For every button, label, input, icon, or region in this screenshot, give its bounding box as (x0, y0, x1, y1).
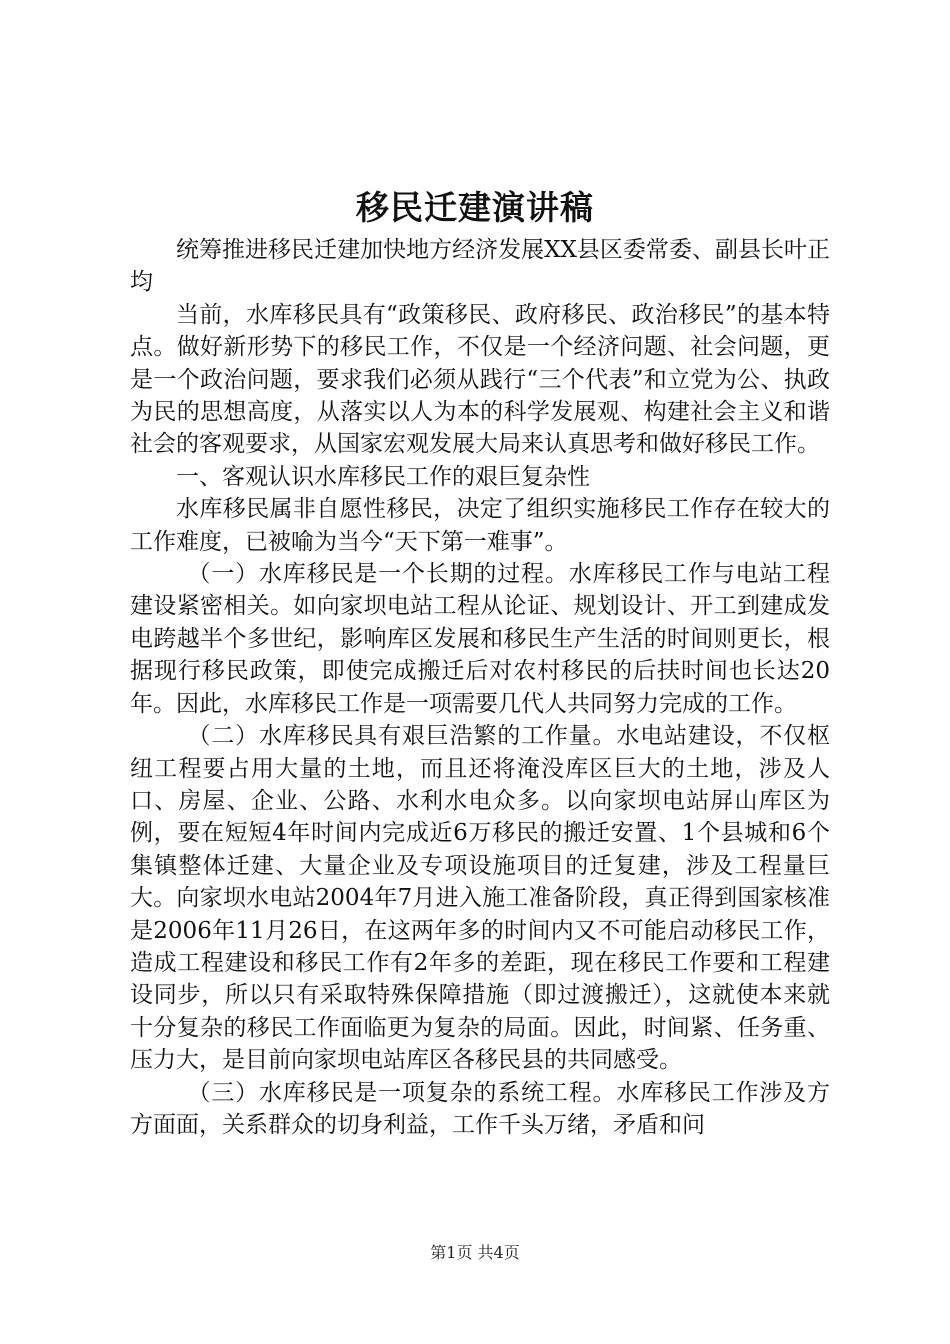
subsection-paragraph-3: （三）水库移民是一项复杂的系统工程。水库移民工作涉及方方面面，关系群众的切身利益，工作千头万绪，矛盾和问 (130, 1079, 830, 1138)
subsection-paragraph-1: （一）水库移民是一个长期的过程。水库移民工作与电站工程建设紧密相关。如向家坝电站工程从论证、规划设计、开工到建成发电跨越半个多世纪，影响库区发展和移民生产生活的时间则更长，根据现行移民政策，即使完成搬迁后对农村移民的后扶时间也长达20年。因此，水库移民工作是一项需要几代人共同努力完成的工作。 (130, 561, 830, 717)
body-paragraph: 水库移民属非自愿性移民，决定了组织实施移民工作存在较大的工作难度，已被喻为当今“天下第一难事”。 (130, 496, 830, 555)
author-line: 统筹推进移民迁建加快地方经济发展XX县区委常委、副县长叶正均 (130, 237, 830, 296)
page-number-footer: 第1页 共4页 (430, 1243, 520, 1262)
intro-paragraph: 当前，水库移民具有“政策移民、政府移民、政治移民”的基本特点。做好新形势下的移民工作，不仅是一个经济问题、社会问题，更是一个政治问题，要求我们必须从践行“三个代表”和立党为公、执政为民的思想高度，从落实以人为本的科学发展观、构建社会主义和谐社会的客观要求，从国家宏观发展大局来认真思考和做好移民工作。 (130, 301, 830, 458)
subsection-paragraph-2: （二）水库移民具有艰巨浩繁的工作量。水电站建设，不仅枢纽工程要占用大量的土地，而且还将淹没库区巨大的土地，涉及人口、房屋、企业、公路、水利水电众多。以向家坝电站屏山库区为例，要在短短4年时间内完成近6万移民的搬迁安置、1个县城和6个集镇整体迁建、大量企业及专项设施项目的迁复建，涉及工程量巨大。向家坝水电站2004年7月进入施工准备阶段，真正得到国家核准是2006年11月26日，在这两年多的时间内又不可能启动移民工作，造成工程建设和移民工作有2年多的差距，现在移民工作要和工程建设同步，所以只有采取特殊保障措施（即过渡搬迁），这就使本来就十分复杂的移民工作面临更为复杂的局面。因此，时间紧、任务重、压力大，是目前向家坝电站库区各移民县的共同感受。 (130, 723, 830, 1074)
section-heading: 一、客观认识水库移民工作的艰巨复杂性 (176, 463, 590, 490)
document-body (130, 234, 830, 1141)
document-title: 移民迁建演讲稿 (356, 188, 594, 227)
